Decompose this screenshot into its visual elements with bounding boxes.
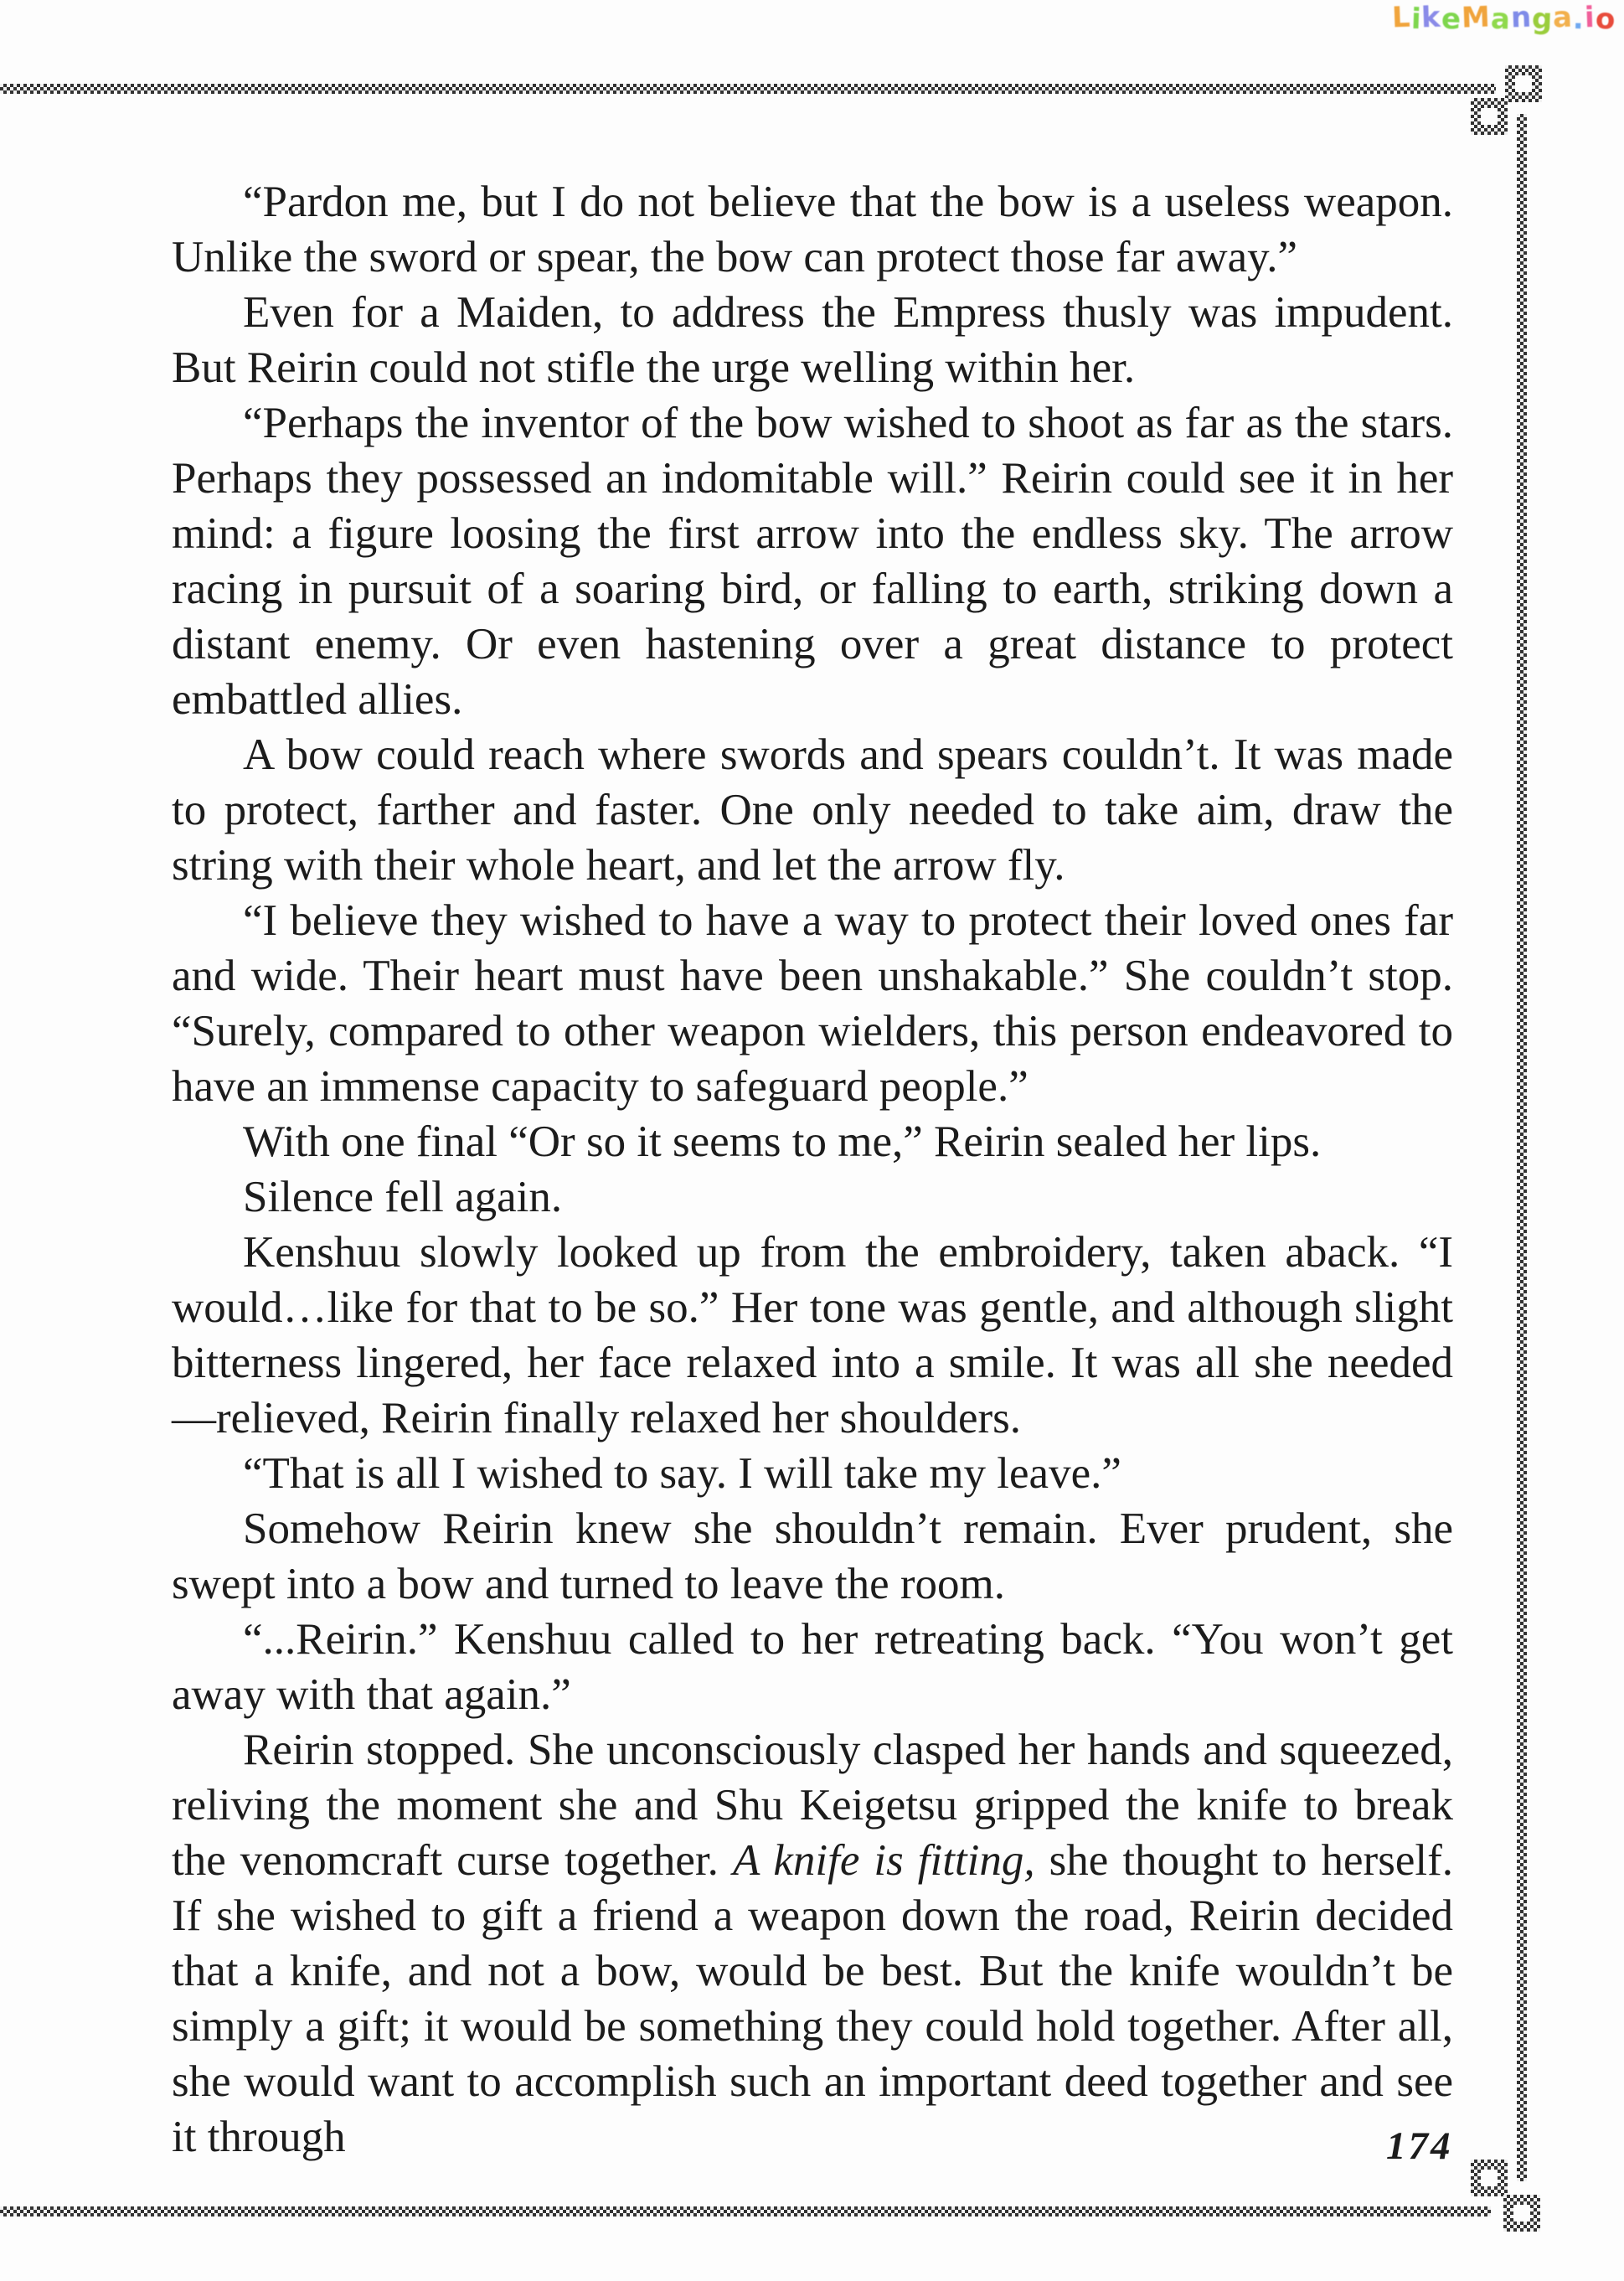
body-text: “Pardon me, but I do not believe that the bow is a useless weapon. Unlike the sword or spear, the bow can protect those far away.” xyxy=(172,178,1453,281)
paragraph xyxy=(172,1612,1453,1722)
page-border-bottom xyxy=(0,2206,1491,2216)
logo-letter: M xyxy=(1461,0,1492,35)
paragraph xyxy=(172,174,1453,285)
page-number: 174 xyxy=(1386,2124,1453,2168)
paragraph xyxy=(172,1114,1453,1169)
body-text: Reirin stopped. She unconsciously clasped her hands and squeezed, reliving the moment she and Shu Keigetsu gripped the knife to break the venomcraft curse together. xyxy=(172,1726,1453,1885)
paragraph xyxy=(172,285,1453,395)
logo-letter: i xyxy=(1584,0,1596,35)
corner-square-icon xyxy=(1471,98,1508,135)
body-text: she thought to herself. If she wished to gift a friend a weapon down the road, Reirin decided that a knife, and not a bow, would be best. But the knife wouldn’t be simply a gift; it would be something they could hold together. After all, she would want to accomplish such an important deed together and see it through xyxy=(172,1836,1453,2161)
page-border-top xyxy=(0,84,1496,94)
page-border-right xyxy=(1517,114,1527,2181)
paragraph xyxy=(172,1225,1453,1446)
corner-square-icon xyxy=(1503,2195,1540,2232)
logo-letter: g xyxy=(1531,2,1554,37)
corner-square-icon xyxy=(1471,2160,1508,2196)
paragraph xyxy=(172,1446,1453,1501)
body-text: “That is all I wished to say. I will take my leave.” xyxy=(243,1449,1121,1498)
site-logo xyxy=(1392,2,1616,35)
logo-letter: k xyxy=(1420,0,1442,35)
body-text: Silence fell again. xyxy=(243,1173,563,1221)
italic-text: A knife is fitting, xyxy=(732,1836,1035,1885)
paragraph xyxy=(172,1501,1453,1612)
body-text: With one final “Or so it seems to me,” Reirin sealed her lips. xyxy=(243,1117,1322,1166)
paragraph xyxy=(172,1169,1453,1225)
body-text: “...Reirin.” Kenshuu called to her retreating back. “You won’t get away with that again.” xyxy=(172,1615,1453,1719)
body-text: “Perhaps the inventor of the bow wished to shoot as far as the stars. Perhaps they possessed an indomitable will.” Reirin could see it in her mind: a figure loosing the first arrow into the endless sky. The arrow racing in pursuit of a soaring bird, or falling to earth, striking down a distant enemy. Or even hastening over a great distance to protect embattled allies. xyxy=(172,399,1453,724)
logo-letter: . xyxy=(1572,2,1585,37)
logo-letter: L xyxy=(1391,0,1412,35)
logo-letter: e xyxy=(1441,2,1462,37)
logo-letter: n xyxy=(1510,0,1533,35)
paragraph xyxy=(172,395,1453,727)
corner-square-icon xyxy=(1505,65,1542,102)
body-text: Even for a Maiden, to address the Empress thusly was impudent. But Reirin could not stifle the urge welling within her. xyxy=(172,288,1453,392)
paragraph xyxy=(172,1722,1453,2165)
logo-letter: a xyxy=(1552,0,1575,35)
logo-letter: o xyxy=(1595,2,1616,37)
body-text: Somehow Reirin knew she shouldn’t remain. Ever prudent, she swept into a bow and turned to leave the room. xyxy=(172,1504,1453,1608)
page-text xyxy=(172,174,1453,2165)
body-text: “I believe they wished to have a way to protect their loved ones far and wide. Their heart must have been unshakable.” She couldn’t stop. “Surely, compared to other weapon wielders, this person endeavored to have an immense capacity to safeguard people.” xyxy=(172,896,1453,1111)
paragraph xyxy=(172,727,1453,893)
paragraph xyxy=(172,893,1453,1114)
body-text: Kenshuu slowly looked up from the embroidery, taken aback. “I would…like for that to be so.” Her tone was gentle, and although slight bitterness lingered, her face relaxed into a smile. It was all she needed—relieved, Reirin finally relaxed her shoulders. xyxy=(172,1228,1453,1442)
logo-letter: i xyxy=(1410,2,1423,37)
logo-letter: a xyxy=(1490,2,1512,37)
body-text: A bow could reach where swords and spears couldn’t. It was made to protect, farther and faster. One only needed to take aim, draw the string with their whole heart, and let the arrow fly. xyxy=(172,730,1453,890)
